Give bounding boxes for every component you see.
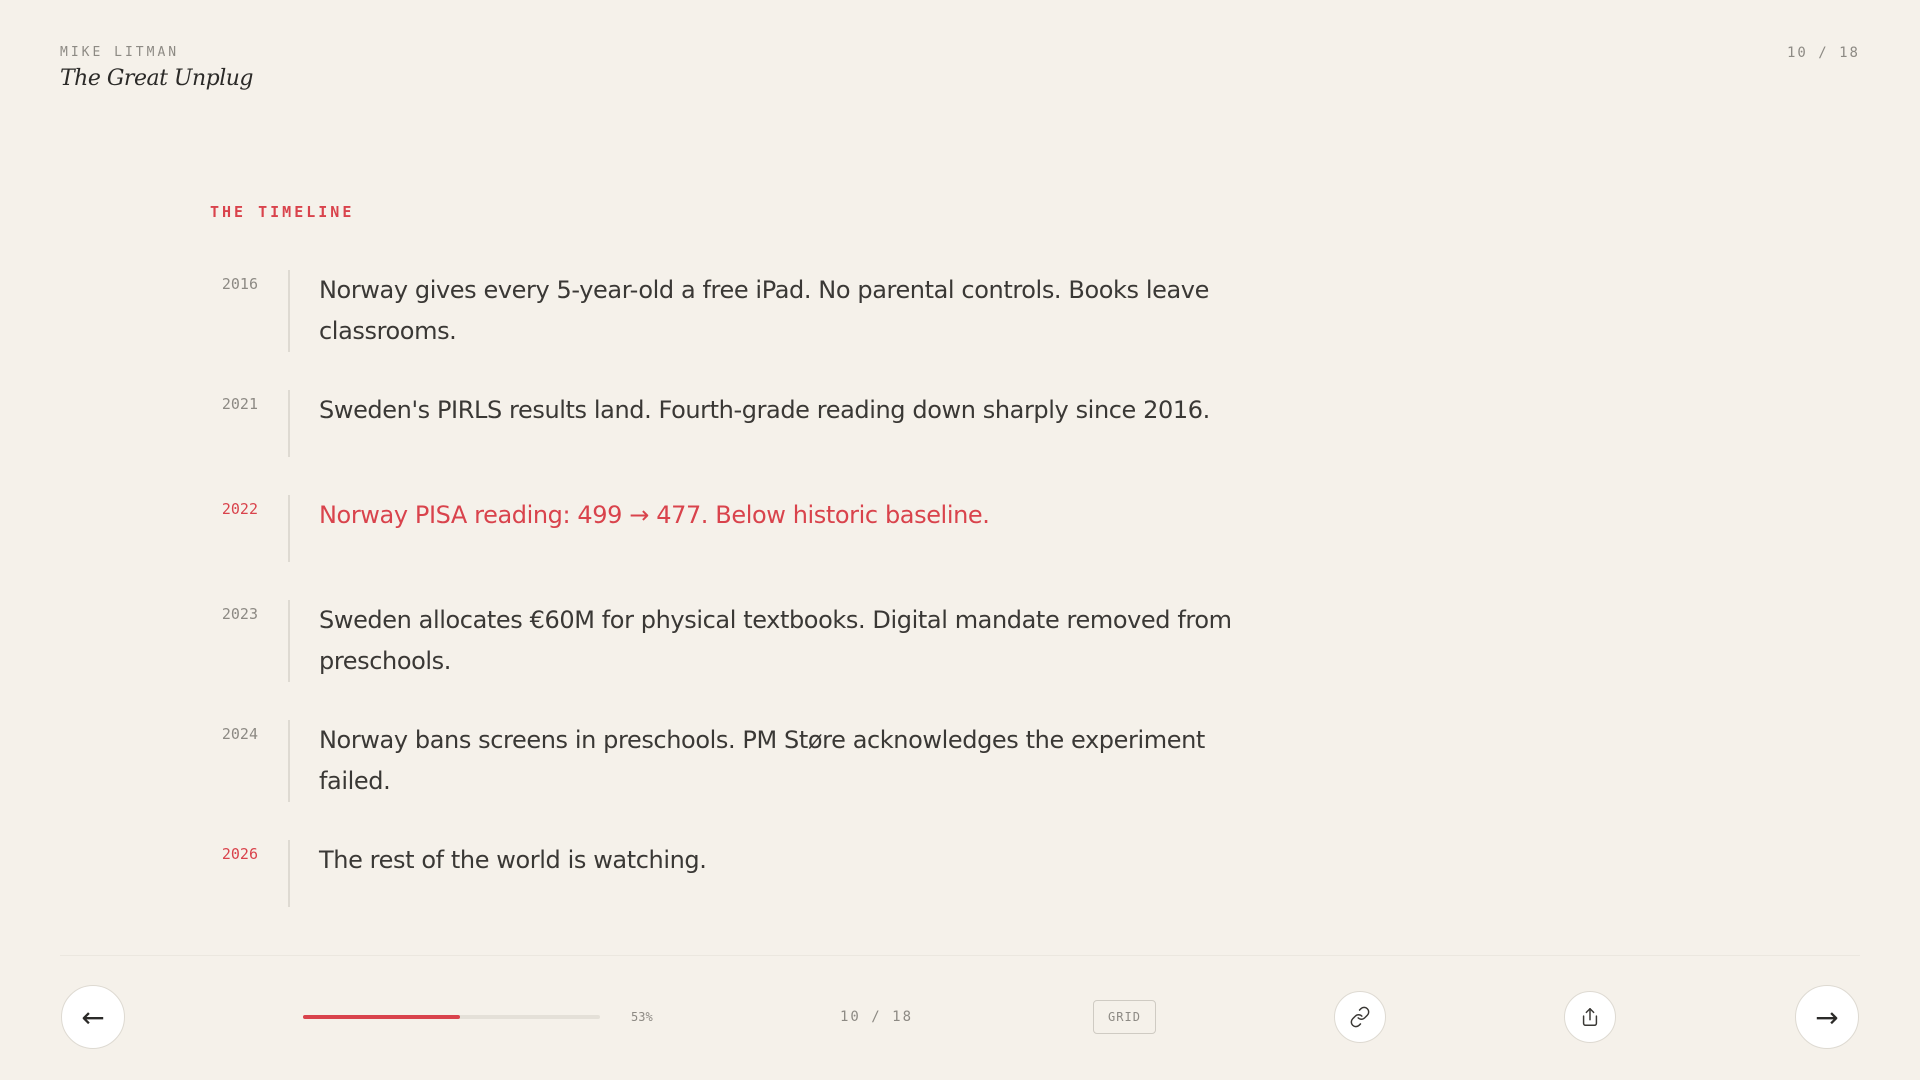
timeline-entry <box>210 600 1240 682</box>
share-button[interactable] <box>1564 991 1616 1043</box>
timeline-text: Norway bans screens in preschools. PM Støre acknowledges the experiment failed. <box>319 726 1205 795</box>
timeline-year: 2026 <box>221 845 258 863</box>
timeline-entry-highlight <box>210 495 1240 562</box>
timeline-text: Norway PISA reading: 499 → 477. Below historic baseline. <box>319 501 990 529</box>
timeline-entry <box>210 720 1240 802</box>
timeline <box>210 270 1240 907</box>
arrow-right-icon: → <box>1815 1000 1839 1034</box>
timeline-text: Sweden's PIRLS results land. Fourth-grade reading down sharply since 2016. <box>319 396 1210 424</box>
progress-percent: 53% <box>631 1010 653 1024</box>
timeline-year: 2023 <box>221 605 258 623</box>
copy-link-button[interactable] <box>1334 991 1386 1043</box>
share-icon <box>1579 1006 1601 1028</box>
timeline-entry <box>210 270 1240 352</box>
timeline-year: 2016 <box>221 275 258 293</box>
arrow-left-icon: ← <box>81 1000 105 1034</box>
footer-divider <box>60 955 1860 956</box>
progress-bar[interactable] <box>303 1015 600 1019</box>
next-slide-button[interactable] <box>1795 985 1859 1049</box>
timeline-text: Sweden allocates €60M for physical textbooks. Digital mandate removed from preschools. <box>319 606 1232 675</box>
timeline-year: 2024 <box>221 725 258 743</box>
link-icon <box>1349 1006 1371 1028</box>
timeline-text: The rest of the world is watching. <box>319 846 707 874</box>
timeline-year: 2022 <box>221 500 258 518</box>
page-indicator-top: 10 / 18 <box>1786 45 1860 61</box>
page-indicator-bottom: 10 / 18 <box>840 1009 914 1025</box>
timeline-year: 2021 <box>221 395 258 413</box>
section-label: THE TIMELINE <box>210 203 355 221</box>
grid-view-button[interactable]: GRID <box>1093 1000 1156 1034</box>
timeline-entry <box>210 840 1240 907</box>
timeline-entry <box>210 390 1240 457</box>
author-name: MIKE LITMAN <box>60 45 180 60</box>
previous-slide-button[interactable] <box>61 985 125 1049</box>
deck-title: The Great Unplug <box>60 66 253 91</box>
progress-bar-fill <box>303 1015 460 1019</box>
timeline-text: Norway gives every 5-year-old a free iPad. No parental controls. Books leave classrooms. <box>319 276 1209 345</box>
